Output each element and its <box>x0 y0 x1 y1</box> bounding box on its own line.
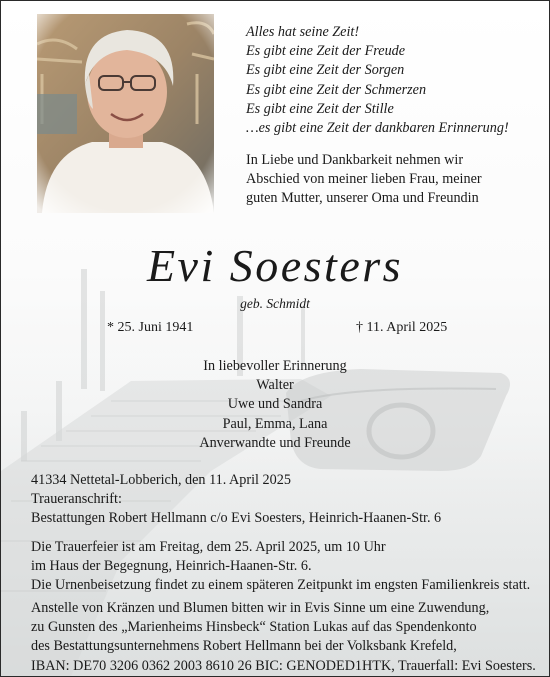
mourners-list <box>1 357 549 453</box>
portrait-photo <box>37 14 214 213</box>
mourners-heading: In liebevoller Erinnerung <box>203 358 347 374</box>
donation-line: IBAN: DE70 3206 0362 2003 8610 26 BIC: GENODED1HTK, Trauerfall: Evi Soesters. <box>31 657 536 674</box>
poem-line: Es gibt eine Zeit der Sorgen <box>246 62 405 79</box>
farewell-intro <box>246 151 546 209</box>
intro-line: In Liebe und Dankbarkeit nehmen wir <box>246 152 464 168</box>
mourner: Walter <box>256 377 294 394</box>
donation-line: des Bestattungsunternehmens Robert Hellmann bei der Volksbank Krefeld, <box>31 638 457 655</box>
address-line: Traueranschrift: <box>31 491 122 508</box>
intro-line: guten Mutter, unserer Oma und Freundin <box>246 190 479 207</box>
mourner: Uwe und Sandra <box>227 396 323 413</box>
funeral-line: Die Trauerfeier ist am Freitag, dem 25. April 2025, um 10 Uhr <box>31 539 386 555</box>
donation-line: zu Gunsten des „Marienheims Hinsbeck“ Station Lukas auf das Spendenkonto <box>31 619 477 636</box>
address-block <box>31 471 546 529</box>
address-line: Bestattungen Robert Hellmann c/o Evi Soesters, Heinrich-Haanen-Str. 6 <box>31 510 442 527</box>
deceased-name: Evi Soesters <box>146 240 404 291</box>
poem-line: Alles hat seine Zeit! <box>246 24 360 40</box>
poem-line: Es gibt eine Zeit der Stille <box>246 100 394 117</box>
mourner: Anverwandte und Freunde <box>199 434 351 451</box>
address-line: 41334 Nettetal-Lobberich, den 11. April 2025 <box>31 472 291 488</box>
funeral-line: Die Urnenbeisetzung findet zu einem späteren Zeitpunkt im engsten Familienkreis statt. <box>31 577 531 594</box>
funeral-line: im Haus der Begegnung, Heinrich-Haanen-Str. 6. <box>31 558 312 575</box>
intro-line: Abschied von meiner lieben Frau, meiner <box>246 171 482 188</box>
poem <box>246 23 546 138</box>
poem-line: Es gibt eine Zeit der Freude <box>246 43 406 60</box>
maiden-name: geb. Schmidt <box>240 296 310 311</box>
death-date: † 11. April 2025 <box>356 320 448 335</box>
donation-block <box>31 599 546 676</box>
poem-line: Es gibt eine Zeit der Schmerzen <box>246 81 427 98</box>
mourner: Paul, Emma, Lana <box>222 415 328 432</box>
funeral-info-block <box>31 538 546 596</box>
donation-line: Anstelle von Kränzen und Blumen bitten wir in Evis Sinne um eine Zuwendung, <box>31 600 490 616</box>
birth-date: * 25. Juni 1941 <box>107 320 194 335</box>
poem-line: …es gibt eine Zeit der dankbaren Erinnerung! <box>246 120 509 137</box>
